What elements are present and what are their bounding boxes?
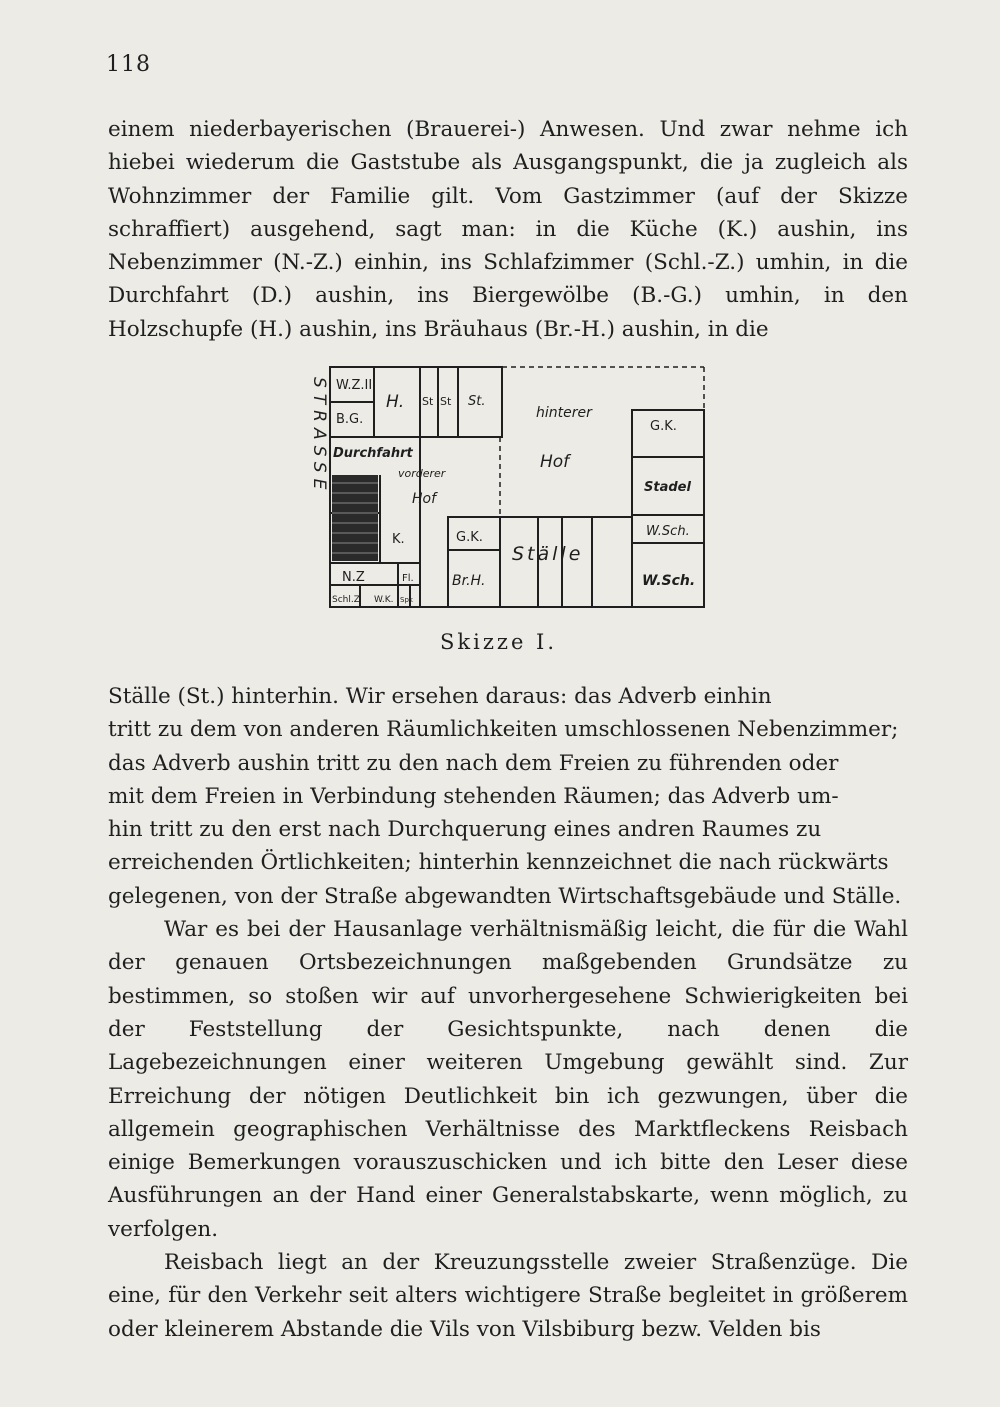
sketch-caption: Skizze I. [440,630,558,654]
text-line: das Adverb aushin tritt zu den nach dem Freien zu führenden oder [108,750,839,776]
label-nz: N.Z [342,570,365,585]
text-line: tritt zu dem von anderen Räumlichkeiten umschlossenen Nebenzimmer; [108,717,899,743]
paragraph-adverbs [108,680,908,1346]
paragraph-hausanlage: War es bei der Hausanlage verhältnismäßig leicht, die für die Wahl der genauen Ortsbezeichnungen maßgebenden Grundsätze zu bestimmen, so stoßen wir auf unvorhergesehene Schwierigkeiten bei der Feststellung der Gesichtspunkte, nach denen die Lagebezeichnungen einer weiteren Umgebung gewählt sind. Zur Erreichung der nötigen Deutlichkeit bin ich gezwungen, über die allgemein geographischen Verhältnisse des Marktfleckens Reisbach einige Bemerkungen vorauszuschicken und ich bitte den Leser diese Ausführungen an der Hand einer Generalstabskarte, wenn möglich, zu verfolgen. [108,917,908,1242]
label-k: K. [392,532,405,547]
label-st1: St [422,395,434,408]
label-wsch2: W.Sch. [642,573,696,589]
label-h: H. [386,392,405,412]
label-wsch1: W.Sch. [646,524,690,539]
label-spk: Spk [400,596,413,604]
label-schlz: Schl.Z [332,595,360,605]
label-vorderer: vorderer [398,467,446,480]
text-line: mit dem Freien in Verbindung stehenden Räumen; das Adverb um- [108,783,839,809]
gastzimmer-hatched [332,475,378,561]
text-line: hin tritt zu den erst nach Durchquerung eines andren Raumes zu [108,817,822,843]
paragraph-intro: einem niederbayerischen (Brauerei-) Anwesen. Und zwar nehme ich hiebei wiederum die Gaststube als Ausgangspunkt, die ja zugleich als Wohnzimmer der Familie gilt. Vom Gastzimmer (auf der Skizze schraffiert) ausgehend, sagt man: in die Küche (K.) aushin, ins Nebenzimmer (N.-Z.) einhin, ins Schlafzimmer (Schl.-Z.) umhin, in die Durchfahrt (D.) aushin, ins Biergewölbe (B.-G.) umhin, in den Holzschupfe (H.) aushin, ins Bräuhaus (Br.-H.) aushin, in die [108,117,908,342]
floor-plan-sketch [300,355,710,615]
label-brh: Br.H. [452,573,486,589]
street-label: STRASSE [309,377,329,496]
label-hof-front: Hof [412,491,437,507]
label-hof-back: Hof [540,452,570,472]
label-st2: St [440,395,452,408]
label-hinterer: hinterer [536,405,592,421]
label-stadel: Stadel [644,480,691,495]
paragraph-reisbach: Reisbach liegt an der Kreuzungsstelle zweier Straßenzüge. Die eine, für den Verkehr seit alters wichtigere Straße begleitet in größerem oder kleinerem Abstande die Vils von Vilsbiburg bezw. Velden bis [108,1250,908,1342]
text-line: erreichenden Örtlichkeiten; hinterhin kennzeichnet die nach rückwärts [108,850,889,876]
label-gk-mid: G.K. [456,530,483,545]
label-gk-top: G.K. [650,419,677,434]
label-durchfahrt: Durchfahrt [333,446,413,461]
label-fl: Fl. [402,573,414,584]
label-wk: W.K. [374,595,394,605]
text-line: gelegenen, von der Straße abgewandten Wirtschaftsgebäude und Ställe. [108,883,902,909]
text-line: Ställe (St.) hinterhin. Wir ersehen daraus: das Adverb einhin [108,684,772,709]
label-wz: W.Z.II [336,378,373,393]
label-bg: B.G. [336,412,364,427]
page-number: 118 [106,52,151,77]
label-staelle: Ställe [512,543,584,565]
label-st3: St. [468,394,486,409]
